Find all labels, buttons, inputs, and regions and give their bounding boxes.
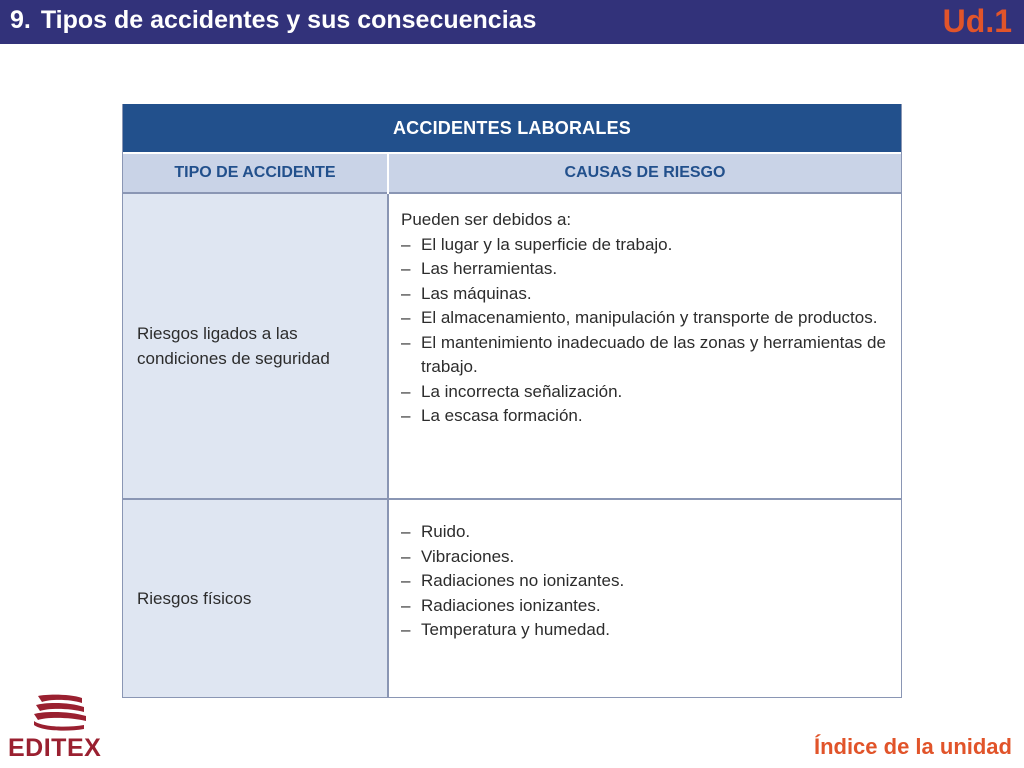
list-item: – Temperatura y humedad. [401, 618, 889, 643]
unit-label: Ud.1 [942, 3, 1012, 39]
list-item: – Las herramientas. [401, 257, 889, 282]
editex-logo-text: EDITEX [8, 734, 102, 762]
list-item: – El lugar y la superficie de trabajo. [401, 233, 889, 258]
list-item: – Radiaciones ionizantes. [401, 594, 889, 619]
causes-list [401, 520, 889, 643]
table-row [123, 193, 901, 499]
accidents-table [122, 104, 902, 698]
slide-title-text: Tipos de accidentes y sus consecuencias [40, 6, 537, 34]
list-item: – El almacenamiento, manipulación y transporte de productos. [401, 306, 889, 331]
list-item: – La escasa formación. [401, 404, 889, 429]
list-item: – Las máquinas. [401, 282, 889, 307]
table-row [123, 499, 901, 697]
accident-type-cell: Riesgos físicos [123, 499, 388, 697]
slide-number: 9. [10, 6, 31, 34]
risk-causes-cell [388, 499, 901, 697]
causes-intro: Pueden ser debidos a: [401, 210, 572, 229]
list-item: – Ruido. [401, 520, 889, 545]
list-item: – El mantenimiento inadecuado de las zonas y herramientas de trabajo. [401, 331, 889, 380]
causes-list [401, 233, 889, 429]
column-header-type: TIPO DE ACCIDENTE [123, 153, 388, 193]
header-bar [0, 0, 1024, 44]
list-item: – Radiaciones no ionizantes. [401, 569, 889, 594]
list-item: – Vibraciones. [401, 545, 889, 570]
unit-index-link[interactable]: Índice de la unidad [813, 734, 1012, 759]
accident-type-cell: Riesgos ligados a las condiciones de seguridad [123, 193, 388, 499]
slide-title [10, 6, 536, 35]
risk-causes-cell [388, 193, 901, 499]
column-header-causes: CAUSAS DE RIESGO [388, 153, 901, 193]
table-title: ACCIDENTES LABORALES [123, 104, 901, 153]
list-item: – La incorrecta señalización. [401, 380, 889, 405]
